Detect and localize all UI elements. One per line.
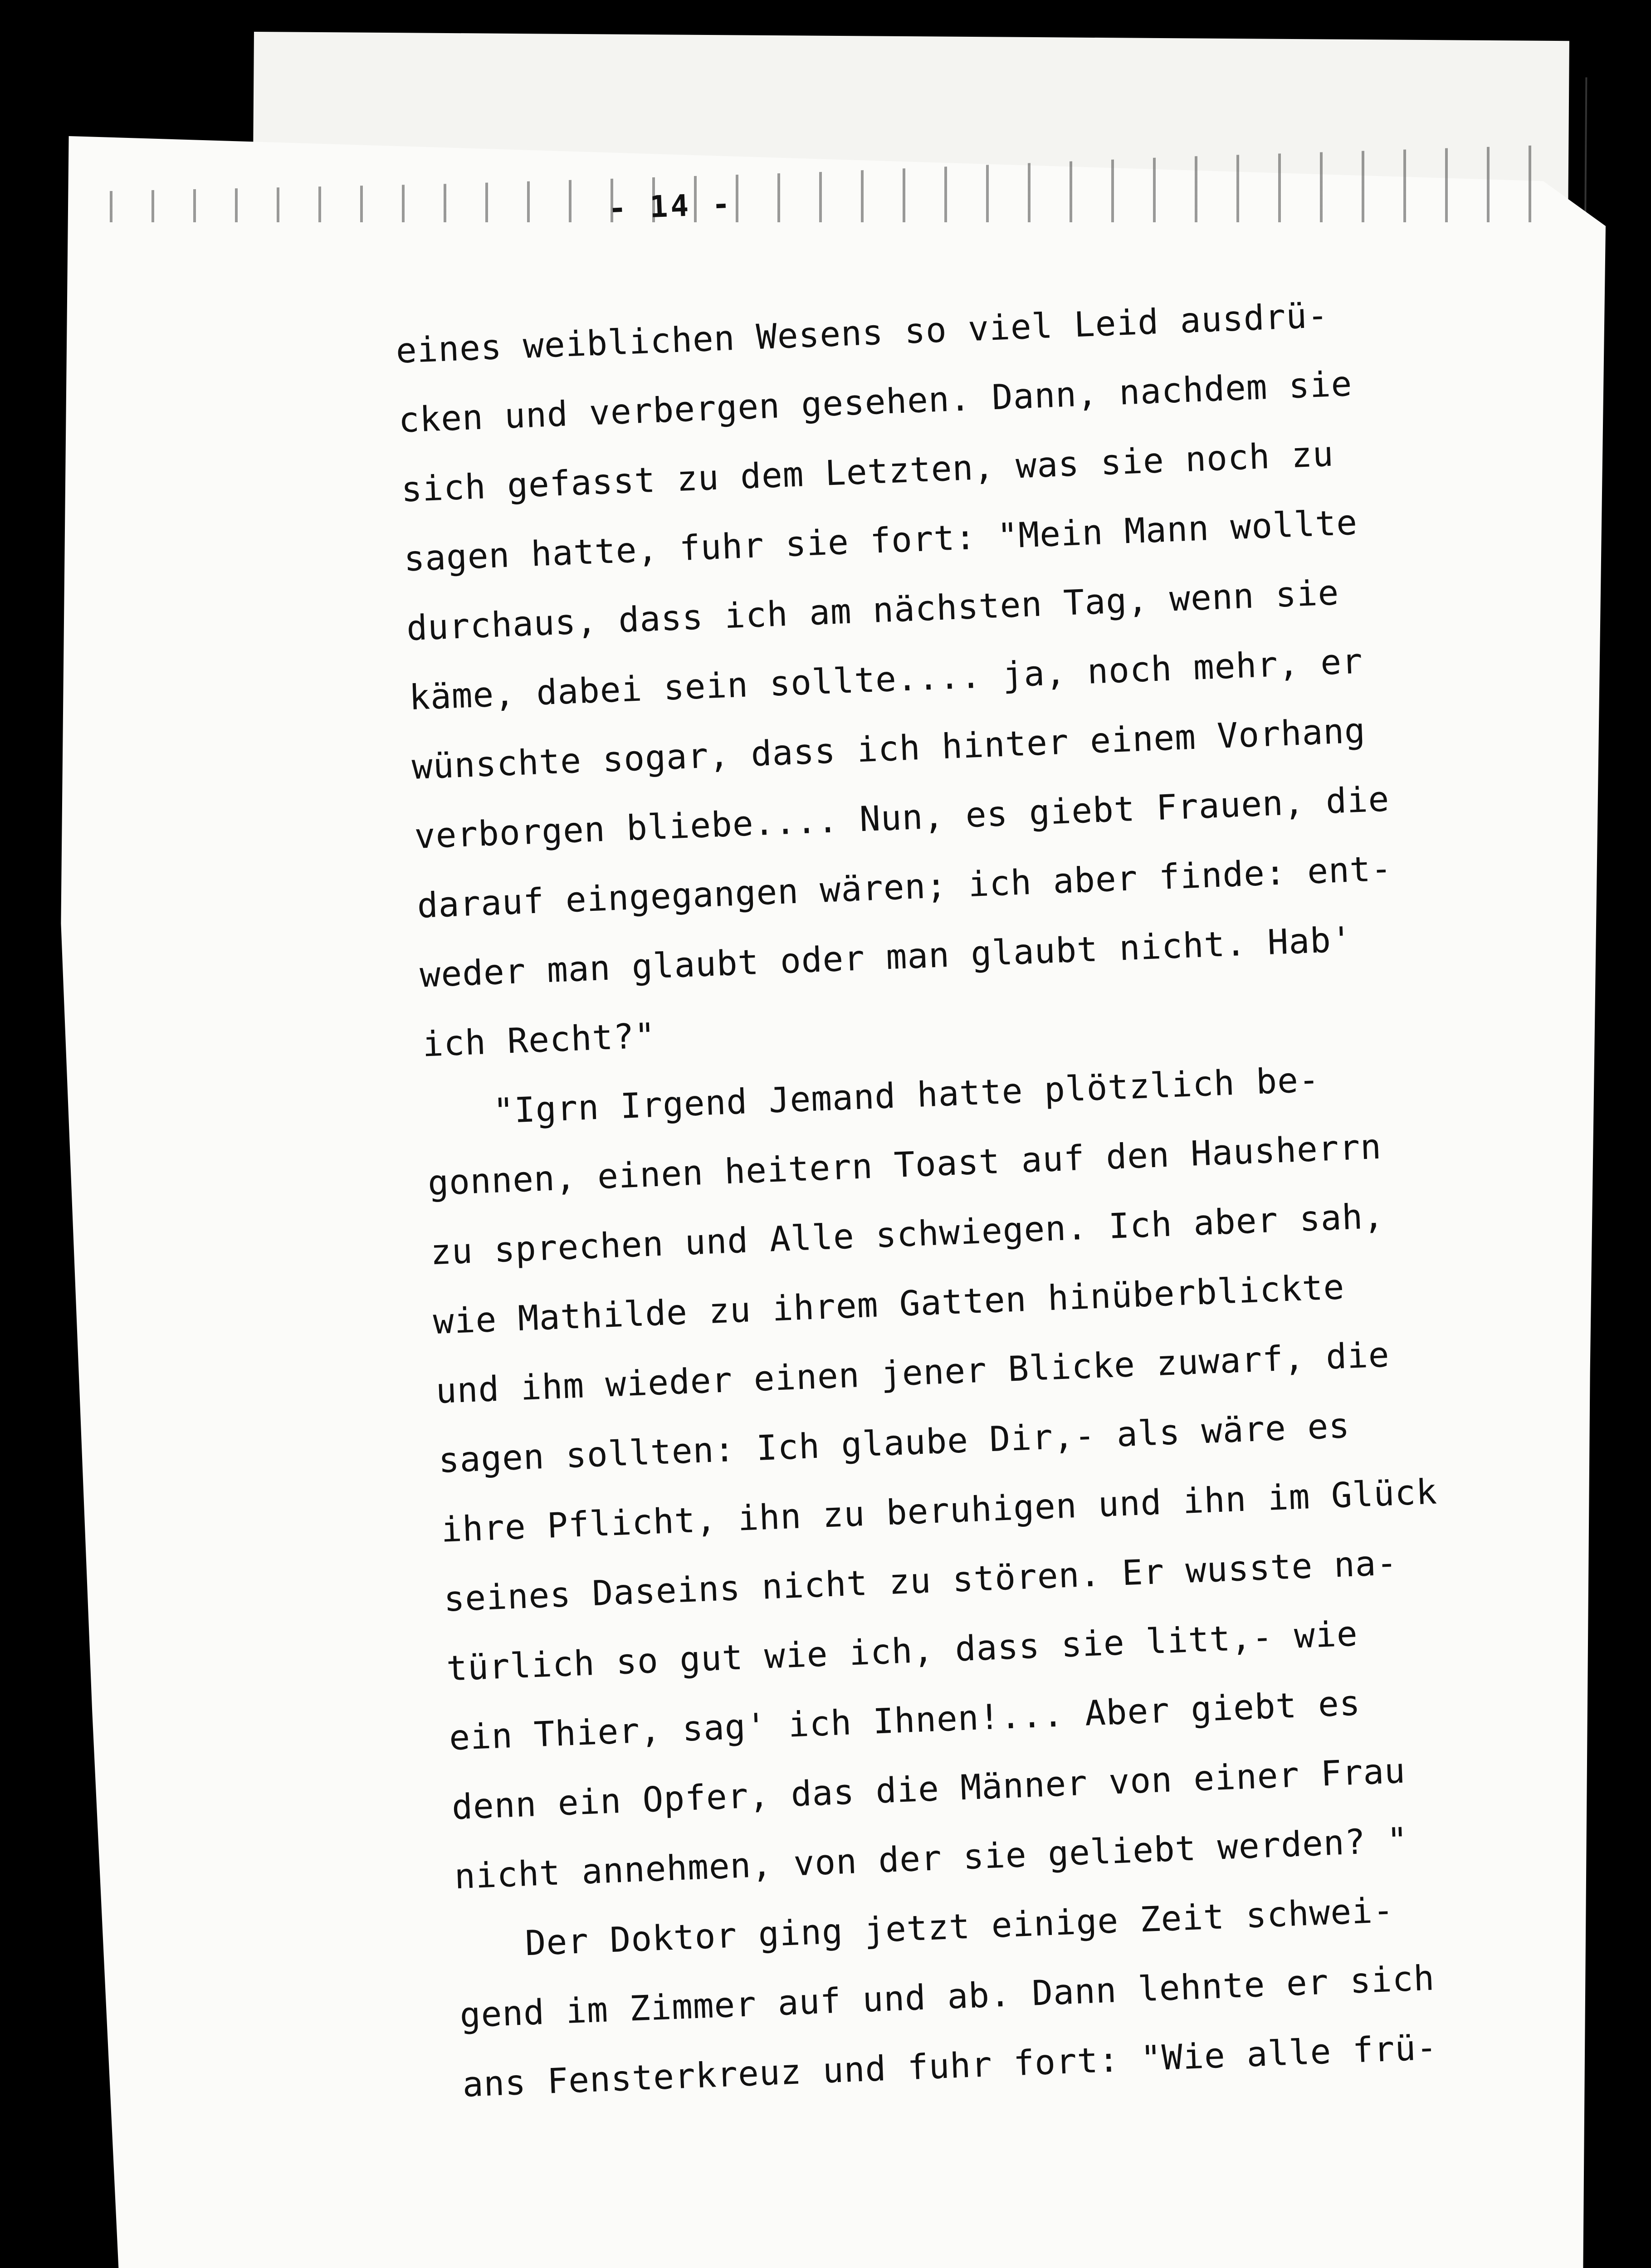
text-line: eines weiblichen Wesens so viel Leid ausdrü- xyxy=(395,294,1329,371)
text-line: Der Doktor ging jetzt einige Zeit schwei- xyxy=(524,1889,1395,1964)
text-line: cken und verbergen gesehen. Dann, nachdem sie xyxy=(397,363,1353,440)
text-line: sagen hatte, fuhr sie fort: "Mein Mann wollte xyxy=(403,502,1358,579)
text-line: sich gefasst zu dem Letzten, was sie noch zu xyxy=(400,433,1335,510)
text-line: ihre Pflicht, ihn zu beruhigen und ihn im Glück xyxy=(440,1471,1438,1550)
text-line: gend im Zimmer auf und ab. Dann lehnte er sich xyxy=(459,1957,1436,2036)
text-line: ans Fensterkreuz und fuhr fort: "Wie alle frü- xyxy=(461,2027,1438,2105)
text-line: denn ein Opfer, das die Männer von einer Frau xyxy=(451,1750,1407,1828)
text-line: wünschte sogar, dass ich hinter einem Vorhang xyxy=(411,710,1367,787)
text-line: und ihm wieder einen jener Blicke zuwarf, die xyxy=(435,1334,1391,1412)
text-line: wie Mathilde zu ihrem Gatten hinüberblickte xyxy=(432,1266,1345,1342)
text-line: zu sprechen und Alle schwiegen. Ich aber sah, xyxy=(430,1195,1385,1273)
text-body xyxy=(395,274,1552,2119)
text-line: ein Thier, sag' ich Ihnen!... Aber giebt es xyxy=(448,1682,1362,1758)
text-line: türlich so gut wie ich, dass sie litt,- wie xyxy=(445,1613,1359,1689)
page-content xyxy=(390,158,1552,2119)
text-line: darauf eingegangen wären; ich aber finde: ent- xyxy=(416,848,1393,926)
text-line: nicht annehmen, von der sie geliebt werden? " xyxy=(454,1819,1409,1897)
text-line: verborgen bliebe.... Nun, es giebt Frauen, die xyxy=(414,778,1390,856)
page-number: - 14 - xyxy=(607,186,733,226)
text-line: ich Recht?" xyxy=(421,1015,657,1065)
text-line: weder man glaubt oder man glaubt nicht. Hab' xyxy=(419,919,1353,995)
text-line: gonnen, einen heitern Toast auf den Hausherrn xyxy=(427,1126,1382,1203)
text-line: durchaus, dass ich am nächsten Tag, wenn sie xyxy=(405,572,1340,649)
text-line: sagen sollten: Ich glaube Dir,- als wäre es xyxy=(438,1405,1351,1481)
text-line: käme, dabei sein sollte.... ja, noch mehr, er xyxy=(408,640,1364,718)
text-line: "Igrn Irgend Jemand hatte plötzlich be- xyxy=(492,1059,1321,1131)
text-line: seines Daseins nicht zu stören. Er wusste na- xyxy=(443,1542,1398,1619)
